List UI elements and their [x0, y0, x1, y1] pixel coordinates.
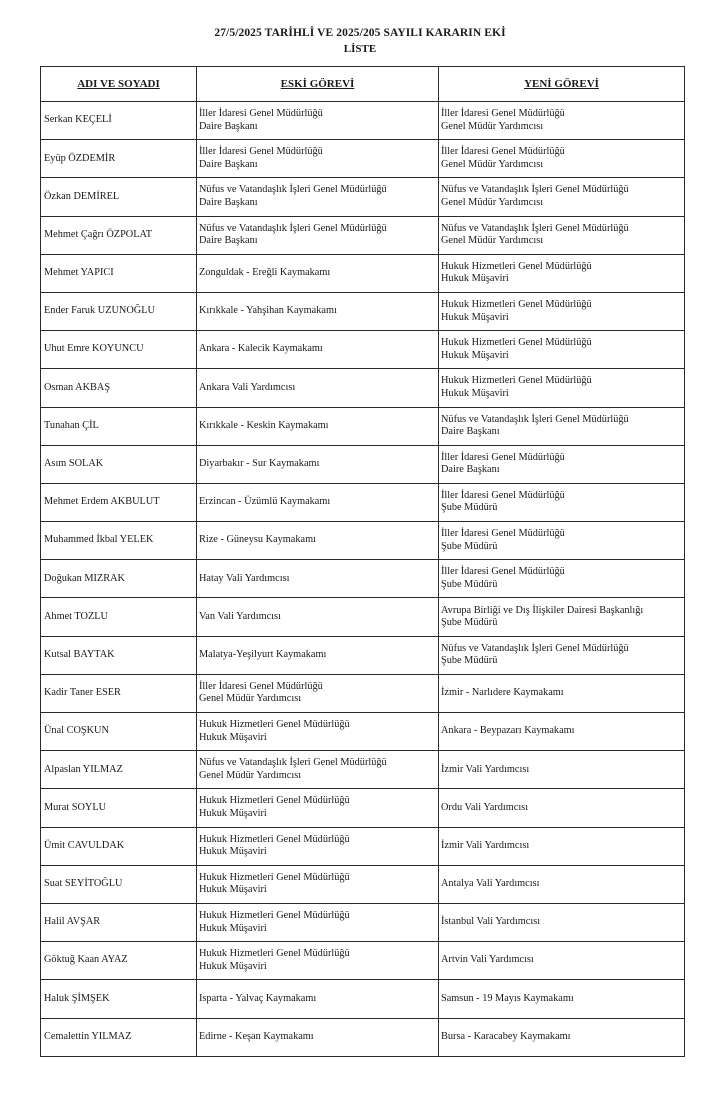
- old-position-cell: [197, 522, 439, 560]
- new-position-line: Şube Müdürü: [441, 502, 498, 514]
- old-position-line: Rize - Güneysu Kaymakamı: [199, 534, 316, 546]
- person-name-cell: Uhut Emre KOYUNCU: [41, 331, 197, 369]
- table-row: [41, 140, 685, 178]
- new-position-line: Nüfus ve Vatandaşlık İşleri Genel Müdürlüğü: [441, 222, 629, 234]
- person-name-cell: Mehmet Çağrı ÖZPOLAT: [41, 216, 197, 254]
- new-position-cell: [439, 713, 685, 751]
- old-position-line: Malatya-Yeşilyurt Kaymakamı: [199, 648, 327, 660]
- table-header-row: [41, 67, 685, 102]
- old-position-cell: [197, 789, 439, 827]
- new-position-cell: [439, 751, 685, 789]
- new-position-line: Artvin Vali Yardımcısı: [441, 954, 534, 966]
- new-position-line: İller İdaresi Genel Müdürlüğü: [441, 108, 565, 120]
- table-row: [41, 713, 685, 751]
- new-position-cell: [439, 331, 685, 369]
- new-position-line: Hukuk Hizmetleri Genel Müdürlüğü: [441, 260, 592, 272]
- old-position-cell: [197, 292, 439, 330]
- table-row: [41, 560, 685, 598]
- table-row: [41, 751, 685, 789]
- old-position-cell: [197, 827, 439, 865]
- old-position-line: Hukuk Müşaviri: [199, 960, 267, 972]
- new-position-cell: [439, 216, 685, 254]
- new-position-line: Nüfus ve Vatandaşlık İşleri Genel Müdürlüğü: [441, 413, 629, 425]
- person-name-cell: Özkan DEMİREL: [41, 178, 197, 216]
- table-row: [41, 636, 685, 674]
- person-name-cell: Asım SOLAK: [41, 445, 197, 483]
- old-position-cell: [197, 560, 439, 598]
- old-position-line: Hukuk Müşaviri: [199, 922, 267, 934]
- document-title: 27/5/2025 TARİHLİ VE 2025/205 SAYILI KARARIN EKİ: [214, 27, 506, 39]
- new-position-line: Hukuk Müşaviri: [441, 387, 509, 399]
- old-position-line: Ankara Vali Yardımcısı: [199, 381, 296, 393]
- person-name-cell: Mehmet Erdem AKBULUT: [41, 483, 197, 521]
- new-position-cell: [439, 292, 685, 330]
- old-position-cell: [197, 1018, 439, 1056]
- new-position-line: Hukuk Müşaviri: [441, 273, 509, 285]
- new-position-cell: [439, 598, 685, 636]
- new-position-line: Ordu Vali Yardımcısı: [441, 801, 529, 813]
- table-row: [41, 178, 685, 216]
- new-position-cell: [439, 827, 685, 865]
- old-position-line: Diyarbakır - Sur Kaymakamı: [199, 458, 320, 470]
- new-position-cell: [439, 636, 685, 674]
- person-name-cell: Tunahan ÇİL: [41, 407, 197, 445]
- person-name-cell: Ahmet TOZLU: [41, 598, 197, 636]
- old-position-line: Daire Başkanı: [199, 235, 258, 247]
- old-position-line: Hukuk Hizmetleri Genel Müdürlüğü: [199, 833, 350, 845]
- old-position-line: Genel Müdür Yardımcısı: [199, 769, 302, 781]
- table-row: [41, 522, 685, 560]
- table-row: [41, 331, 685, 369]
- old-position-line: Nüfus ve Vatandaşlık İşleri Genel Müdürlüğü: [199, 222, 387, 234]
- old-position-cell: [197, 980, 439, 1018]
- old-position-cell: [197, 216, 439, 254]
- old-position-line: Hukuk Hizmetleri Genel Müdürlüğü: [199, 910, 350, 922]
- person-name-cell: Cemalettin YILMAZ: [41, 1018, 197, 1056]
- new-position-cell: [439, 369, 685, 407]
- new-position-cell: [439, 140, 685, 178]
- new-position-cell: [439, 483, 685, 521]
- table-row: [41, 865, 685, 903]
- old-position-cell: [197, 751, 439, 789]
- new-position-cell: [439, 865, 685, 903]
- new-position-line: İzmir Vali Yardımcısı: [441, 839, 530, 851]
- new-position-line: Genel Müdür Yardımcısı: [441, 196, 544, 208]
- old-position-line: Hukuk Hizmetleri Genel Müdürlüğü: [199, 719, 350, 731]
- new-position-line: Nüfus ve Vatandaşlık İşleri Genel Müdürlüğü: [441, 642, 629, 654]
- new-position-line: Şube Müdürü: [441, 655, 498, 667]
- table-row: [41, 216, 685, 254]
- new-position-line: Antalya Vali Yardımcısı: [441, 878, 540, 890]
- old-position-line: Kırıkkale - Yahşihan Kaymakamı: [199, 305, 337, 317]
- table-row: [41, 903, 685, 941]
- new-position-cell: [439, 903, 685, 941]
- new-position-line: Şube Müdürü: [441, 617, 498, 629]
- new-position-cell: [439, 407, 685, 445]
- old-position-line: Genel Müdür Yardımcısı: [199, 693, 302, 705]
- old-position-line: Hukuk Müşaviri: [199, 807, 267, 819]
- table-row: [41, 102, 685, 140]
- person-name-cell: Doğukan MIZRAK: [41, 560, 197, 598]
- old-position-line: Zonguldak - Ereğli Kaymakamı: [199, 267, 331, 279]
- new-position-line: İller İdaresi Genel Müdürlüğü: [441, 528, 565, 540]
- new-position-cell: [439, 445, 685, 483]
- new-position-line: Daire Başkanı: [441, 464, 500, 476]
- old-position-cell: [197, 598, 439, 636]
- old-position-line: Edirne - Keşan Kaymakamı: [199, 1030, 314, 1042]
- new-position-line: Genel Müdür Yardımcısı: [441, 120, 544, 132]
- old-position-cell: [197, 674, 439, 712]
- old-position-line: Hukuk Müşaviri: [199, 731, 267, 743]
- new-position-line: Genel Müdür Yardımcısı: [441, 235, 544, 247]
- new-position-cell: [439, 1018, 685, 1056]
- new-position-line: Bursa - Karacabey Kaymakamı: [441, 1030, 571, 1042]
- old-position-cell: [197, 942, 439, 980]
- table-row: [41, 598, 685, 636]
- new-position-line: Avrupa Birliği ve Dış İlişkiler Dairesi Başkanlığı: [441, 604, 644, 616]
- person-name-cell: Mehmet YAPICI: [41, 254, 197, 292]
- new-position-line: İller İdaresi Genel Müdürlüğü: [441, 566, 565, 578]
- old-position-line: Hatay Vali Yardımcısı: [199, 572, 290, 584]
- new-position-line: Şube Müdürü: [441, 578, 498, 590]
- old-position-cell: [197, 483, 439, 521]
- old-position-line: İller İdaresi Genel Müdürlüğü: [199, 680, 323, 692]
- table-row: [41, 674, 685, 712]
- new-position-line: Daire Başkanı: [441, 426, 500, 438]
- new-position-cell: [439, 522, 685, 560]
- new-position-line: İller İdaresi Genel Müdürlüğü: [441, 451, 565, 463]
- table-row: [41, 369, 685, 407]
- new-position-line: Hukuk Hizmetleri Genel Müdürlüğü: [441, 299, 592, 311]
- new-position-line: Hukuk Hizmetleri Genel Müdürlüğü: [441, 337, 592, 349]
- document-subtitle: LİSTE: [343, 43, 377, 55]
- person-name-cell: Eyüp ÖZDEMİR: [41, 140, 197, 178]
- new-position-line: Hukuk Müşaviri: [441, 311, 509, 323]
- old-position-line: Hukuk Müşaviri: [199, 884, 267, 896]
- old-position-cell: [197, 178, 439, 216]
- new-position-line: Ankara - Beypazarı Kaymakamı: [441, 725, 575, 737]
- old-position-line: Isparta - Yalvaç Kaymakamı: [199, 992, 317, 1004]
- appointment-table: [40, 66, 685, 1057]
- new-position-line: Şube Müdürü: [441, 540, 498, 552]
- person-name-cell: Serkan KEÇELİ: [41, 102, 197, 140]
- new-position-cell: [439, 178, 685, 216]
- person-name-cell: Kadir Taner ESER: [41, 674, 197, 712]
- old-position-line: Erzincan - Üzümlü Kaymakamı: [199, 496, 331, 508]
- old-position-cell: [197, 636, 439, 674]
- person-name-cell: Alpaslan YILMAZ: [41, 751, 197, 789]
- old-position-cell: [197, 903, 439, 941]
- old-position-line: Nüfus ve Vatandaşlık İşleri Genel Müdürlüğü: [199, 757, 387, 769]
- old-position-line: Nüfus ve Vatandaşlık İşleri Genel Müdürlüğü: [199, 184, 387, 196]
- person-name-cell: Göktuğ Kaan AYAZ: [41, 942, 197, 980]
- old-position-line: Daire Başkanı: [199, 120, 258, 132]
- table-row: [41, 1018, 685, 1056]
- old-position-cell: [197, 865, 439, 903]
- old-position-cell: [197, 445, 439, 483]
- new-position-cell: [439, 942, 685, 980]
- old-position-line: Kırıkkale - Keskin Kaymakamı: [199, 419, 329, 431]
- old-position-line: Hukuk Müşaviri: [199, 846, 267, 858]
- new-position-cell: [439, 980, 685, 1018]
- person-name-cell: Osman AKBAŞ: [41, 369, 197, 407]
- old-position-line: İller İdaresi Genel Müdürlüğü: [199, 108, 323, 120]
- new-position-cell: [439, 789, 685, 827]
- person-name-cell: Kutsal BAYTAK: [41, 636, 197, 674]
- old-position-cell: [197, 102, 439, 140]
- column-header-name: ADI VE SOYADI: [41, 67, 197, 102]
- new-position-line: Hukuk Müşaviri: [441, 349, 509, 361]
- old-position-cell: [197, 369, 439, 407]
- old-position-cell: [197, 140, 439, 178]
- new-position-cell: [439, 254, 685, 292]
- person-name-cell: Ümit CAVULDAK: [41, 827, 197, 865]
- new-position-line: İzmir - Narlıdere Kaymakamı: [441, 687, 564, 699]
- old-position-line: Daire Başkanı: [199, 196, 258, 208]
- old-position-line: Hukuk Hizmetleri Genel Müdürlüğü: [199, 871, 350, 883]
- person-name-cell: Murat SOYLU: [41, 789, 197, 827]
- column-header-old-position: ESKİ GÖREVİ: [197, 67, 439, 102]
- table-row: [41, 789, 685, 827]
- table-row: [41, 980, 685, 1018]
- table-row: [41, 254, 685, 292]
- new-position-line: Samsun - 19 Mayıs Kaymakamı: [441, 992, 574, 1004]
- new-position-cell: [439, 560, 685, 598]
- old-position-cell: [197, 407, 439, 445]
- new-position-line: Nüfus ve Vatandaşlık İşleri Genel Müdürlüğü: [441, 184, 629, 196]
- person-name-cell: Suat SEYİTOĞLU: [41, 865, 197, 903]
- new-position-cell: [439, 674, 685, 712]
- new-position-line: İller İdaresi Genel Müdürlüğü: [441, 146, 565, 158]
- table-row: [41, 292, 685, 330]
- old-position-line: Ankara - Kalecik Kaymakamı: [199, 343, 323, 355]
- new-position-line: İzmir Vali Yardımcısı: [441, 763, 530, 775]
- old-position-line: Hukuk Hizmetleri Genel Müdürlüğü: [199, 795, 350, 807]
- person-name-cell: Ünal COŞKUN: [41, 713, 197, 751]
- table-row: [41, 827, 685, 865]
- person-name-cell: Haluk ŞİMŞEK: [41, 980, 197, 1018]
- old-position-cell: [197, 713, 439, 751]
- table-row: [41, 483, 685, 521]
- person-name-cell: Ender Faruk UZUNOĞLU: [41, 292, 197, 330]
- table-row: [41, 445, 685, 483]
- new-position-line: İstanbul Vali Yardımcısı: [441, 916, 541, 928]
- person-name-cell: Muhammed İkbal YELEK: [41, 522, 197, 560]
- old-position-line: İller İdaresi Genel Müdürlüğü: [199, 146, 323, 158]
- table-row: [41, 407, 685, 445]
- column-header-new-position: YENİ GÖREVİ: [439, 67, 685, 102]
- table-row: [41, 942, 685, 980]
- old-position-cell: [197, 331, 439, 369]
- old-position-line: Van Vali Yardımcısı: [199, 610, 281, 622]
- old-position-line: Daire Başkanı: [199, 158, 258, 170]
- new-position-line: Genel Müdür Yardımcısı: [441, 158, 544, 170]
- new-position-line: İller İdaresi Genel Müdürlüğü: [441, 489, 565, 501]
- new-position-cell: [439, 102, 685, 140]
- old-position-cell: [197, 254, 439, 292]
- person-name-cell: Halil AVŞAR: [41, 903, 197, 941]
- new-position-line: Hukuk Hizmetleri Genel Müdürlüğü: [441, 375, 592, 387]
- old-position-line: Hukuk Hizmetleri Genel Müdürlüğü: [199, 948, 350, 960]
